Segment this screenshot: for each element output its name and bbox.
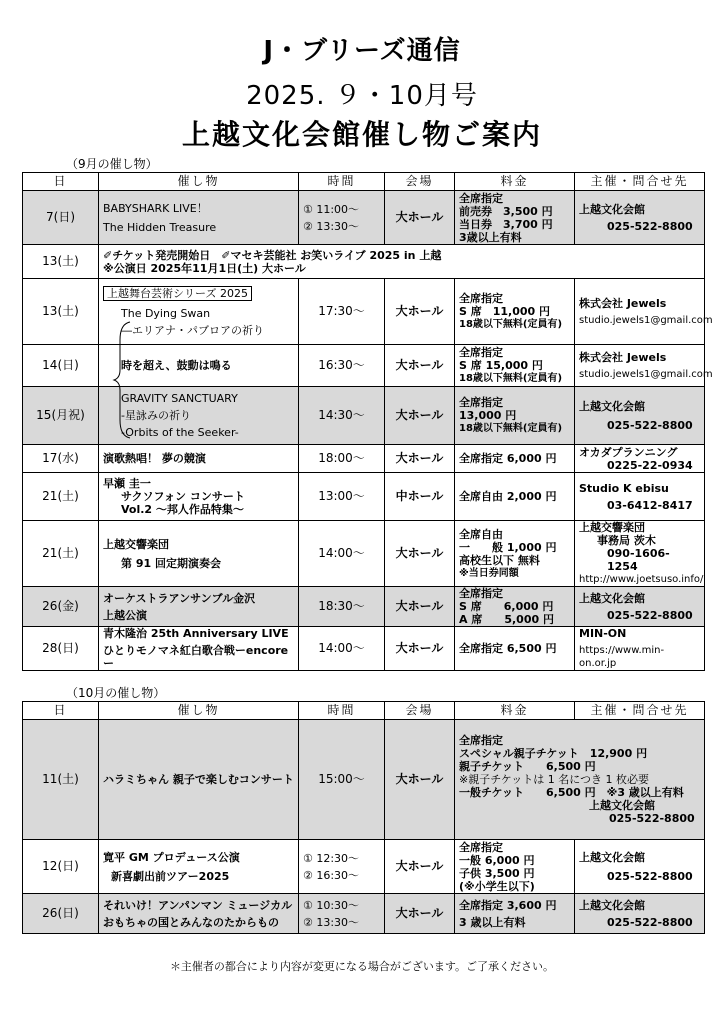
org-line: studio.jewels1@gmail.com: [579, 314, 713, 326]
price-line: 全席指定: [459, 191, 503, 205]
event-line: それいけ！アンパンマン ミュージカル: [103, 898, 293, 912]
table-header: [23, 702, 705, 720]
time-line: ① 12:30〜: [303, 851, 360, 865]
org-url[interactable]: http://www.joetsuso.info/: [579, 574, 704, 585]
price-cell: [455, 720, 705, 840]
event-line: 上越交響楽団: [103, 537, 169, 551]
org-line: 025-522-8800: [607, 915, 693, 929]
event-line: 新喜劇出前ツアー2025: [111, 869, 230, 883]
col-event: 催し物: [99, 702, 299, 720]
page-title: 上越文化会館催し物ご案内: [181, 118, 542, 151]
venue-cell: 大ホール: [385, 627, 455, 671]
venue-cell: 大ホール: [385, 840, 455, 894]
price-line: 3 歳以上有料: [459, 915, 526, 929]
issue-label: 2025. ９・10月号: [246, 81, 478, 111]
org-line: 上越文化会館: [579, 202, 645, 216]
price-line: 3歳以上有料: [459, 230, 522, 244]
price-line: 前売券 3,500 円: [459, 204, 553, 218]
venue-cell: 大ホール: [385, 345, 455, 387]
time-cell: [299, 840, 385, 894]
price-line: S 席 6,000 円: [459, 600, 554, 613]
series-title-box: 上越舞台芸術シリーズ 2025: [103, 286, 252, 301]
date-cell: 15(月祝): [23, 387, 99, 445]
org-line: 025-522-8800: [609, 812, 695, 825]
table-row: [23, 894, 705, 934]
event-cell: [99, 191, 299, 245]
time-cell: 14:00〜: [299, 627, 385, 671]
event-line: GRAVITY SANCTUARY: [121, 392, 238, 405]
price-line: 全席指定 6,000 円: [459, 452, 557, 465]
event-cell: [99, 720, 299, 840]
event-line: The Hidden Treasure: [103, 220, 217, 234]
date-cell: 26(日): [23, 894, 99, 934]
table-row: [23, 445, 705, 473]
col-venue: 会場: [385, 702, 455, 720]
event-cell: [99, 473, 299, 521]
org-line: 025-522-8800: [607, 608, 693, 622]
date-cell: 21(土): [23, 473, 99, 521]
event-cell: [99, 627, 299, 671]
org-line: オカダプランニング: [579, 445, 678, 459]
price-line: S 席 11,000 円: [459, 305, 551, 318]
date-cell: 17(水): [23, 445, 99, 473]
event-line: The Dying Swan: [121, 307, 211, 320]
price-line: 全席自由: [459, 527, 503, 541]
event-line: -Orbits of the Seeker-: [121, 426, 239, 439]
org-line: Studio K ebisu: [579, 481, 669, 495]
price-cell: [455, 345, 575, 387]
event-line: 上越公演: [103, 608, 147, 622]
date-cell: 13(土): [23, 279, 99, 345]
event-line: ―エリアナ・パブロアの祈り: [121, 324, 264, 337]
notice-line: ※公演日 2025年11月1日(土) 大ホール: [103, 261, 306, 275]
price-cell: [455, 191, 575, 245]
organizer-cell: [575, 279, 713, 345]
time-cell: [299, 191, 385, 245]
notice-line: ✐チケット発売開始日 ✐マセキ芸能社 お笑いライブ 2025 in 上越: [103, 248, 442, 262]
org-line: 025-522-8800: [607, 418, 693, 432]
org-line: 株式会社 Jewels: [579, 296, 667, 310]
venue-cell: 大ホール: [385, 894, 455, 934]
event-line: オーケストラアンサンブル金沢: [103, 591, 256, 605]
event-line: おもちゃの国とみんなのたからもの: [103, 915, 279, 929]
event-line: サクソフォン コンサート: [121, 490, 245, 503]
col-organizer: 主催・問合せ先: [575, 173, 705, 191]
table-row: [23, 720, 705, 840]
event-cell: [99, 445, 299, 473]
venue-cell: 大ホール: [385, 521, 455, 587]
col-price: 料金: [455, 702, 575, 720]
event-line: Vol.2 〜邦人作品特集〜: [121, 503, 244, 516]
price-line: 全席指定: [459, 292, 503, 305]
col-event: 催し物: [99, 173, 299, 191]
org-line: 025-522-8800: [607, 869, 693, 883]
price-line: A 席 5,000 円: [459, 613, 554, 626]
organizer-cell: [575, 894, 705, 934]
organizer-cell: [575, 445, 705, 473]
date-cell: 26(金): [23, 587, 99, 627]
table-header: [23, 173, 705, 191]
event-line: 早瀬 圭一: [103, 477, 151, 490]
event-cell: [99, 840, 299, 894]
price-cell: [455, 445, 575, 473]
price-line: 18歳以下無料(定員有): [459, 423, 563, 434]
price-line: 13,000 円: [459, 409, 517, 422]
time-line: ② 13:30〜: [303, 915, 360, 929]
price-line: 全席指定: [459, 840, 503, 854]
price-cell: [455, 387, 575, 445]
table-row: [23, 245, 705, 279]
org-line: 事務局 茨木: [597, 534, 656, 547]
organizer-cell: [575, 345, 713, 387]
org-url[interactable]: https://www.min-on.or.jp: [579, 645, 665, 669]
price-line: 高校生以下 無料: [459, 553, 540, 567]
venue-cell: 大ホール: [385, 587, 455, 627]
col-time: 時間: [299, 173, 385, 191]
price-cell: [455, 279, 575, 345]
time-line: ① 10:30〜: [303, 898, 360, 912]
price-cell: [455, 473, 575, 521]
organizer-cell: [575, 473, 705, 521]
col-venue: 会場: [385, 173, 455, 191]
time-cell: 17:30〜: [299, 279, 385, 345]
col-price: 料金: [455, 173, 575, 191]
table-row: [23, 587, 705, 627]
price-line: 全席指定: [459, 346, 503, 359]
org-line: 0225-22-0934: [607, 458, 693, 472]
event-line: ハラミちゃん 親子で楽しむコンサート: [103, 773, 294, 786]
price-line: S 席 15,000 円: [459, 359, 543, 372]
price-line: 18歳以下無料(定員有): [459, 319, 563, 330]
price-line: 当日券 3,700 円: [459, 217, 553, 231]
price-cell: [455, 627, 575, 671]
price-line: 全席指定 3,600 円: [459, 898, 557, 912]
organizer-cell: [575, 587, 705, 627]
time-cell: 18:00〜: [299, 445, 385, 473]
org-line: 上越文化会館: [579, 399, 645, 413]
organizer-cell: [575, 840, 705, 894]
price-line: 一 般 1,000 円: [459, 540, 557, 554]
price-cell: [455, 521, 575, 587]
event-line: BABYSHARK LIVE！: [103, 201, 208, 215]
price-line: 一般チケット 6,500 円 ※3 歳以上有料: [459, 786, 684, 799]
event-line: 第 91 回定期演奏会: [121, 556, 221, 570]
org-line: 090-1606-1254: [607, 547, 670, 573]
event-line: 時を超え、鼓動は鳴る: [121, 359, 232, 372]
price-line: スペシャル親子チケット 12,900 円: [459, 747, 648, 760]
price-cell: [455, 894, 575, 934]
event-cell: [99, 894, 299, 934]
event-line: ひとりモノマネ紅白歌合戦ーencoreー: [103, 644, 289, 670]
venue-cell: 大ホール: [385, 387, 455, 445]
organizer-cell: [575, 521, 705, 587]
venue-cell: 中ホール: [385, 473, 455, 521]
organizer-cell: [575, 387, 705, 445]
organizer-cell: [575, 627, 705, 671]
date-cell: 28(日): [23, 627, 99, 671]
time-cell: 15:00〜: [299, 720, 385, 840]
org-line: 上越文化会館: [579, 898, 645, 912]
col-organizer: 主催・問合せ先: [575, 702, 705, 720]
price-line: 全席指定 6,500 円: [459, 642, 557, 655]
venue-cell: 大ホール: [385, 279, 455, 345]
price-cell: [455, 587, 575, 627]
table-row: [23, 191, 705, 245]
price-line: 親子チケット 6,500 円: [459, 760, 596, 773]
notice-cell: [99, 245, 705, 279]
col-date: 日: [23, 173, 99, 191]
oct-table: [22, 701, 705, 934]
time-cell: [299, 894, 385, 934]
price-line: (※小学生以下): [459, 879, 535, 893]
org-line: 03-6412-8417: [607, 498, 693, 512]
event-line: 演歌熱唱！ 夢の競演: [103, 452, 206, 465]
table-row: [23, 521, 705, 587]
price-line: ※親子チケットは 1 名につき 1 枚必要: [459, 773, 649, 786]
time-cell: 14:30〜: [299, 387, 385, 445]
time-cell: 14:00〜: [299, 521, 385, 587]
event-line: -星詠みの祈り: [121, 409, 191, 422]
time-line: ① 11:00〜: [303, 202, 360, 216]
event-cell: [99, 587, 299, 627]
venue-cell: 大ホール: [385, 445, 455, 473]
venue-cell: 大ホール: [385, 191, 455, 245]
price-line: 全席指定: [459, 734, 503, 747]
oct-section-label: （10月の催し物）: [66, 686, 166, 700]
price-line: 子供 3,500 円: [459, 866, 535, 880]
date-cell: 7(日): [23, 191, 99, 245]
org-line: MIN-ON: [579, 627, 627, 640]
price-line: 18歳以下無料(定員有): [459, 373, 563, 384]
price-line: ※当日券同額: [459, 567, 519, 579]
time-cell: 18:30〜: [299, 587, 385, 627]
table-row: [23, 840, 705, 894]
newsletter-title: J・ブリーズ通信: [263, 36, 461, 66]
date-cell: 21(土): [23, 521, 99, 587]
org-line: 025-522-8800: [607, 219, 693, 233]
bracket-decoration: [112, 320, 132, 440]
time-cell: 16:30〜: [299, 345, 385, 387]
event-cell: [99, 521, 299, 587]
price-cell: [455, 840, 575, 894]
event-line: 寛平 GM プロデュース公演: [103, 850, 240, 864]
price-line: 一般 6,000 円: [459, 853, 535, 867]
sept-section-label: （9月の催し物）: [66, 157, 158, 171]
org-line: 上越文化会館: [579, 850, 645, 864]
date-cell: 11(土): [23, 720, 99, 840]
organizer-cell: [575, 191, 705, 245]
org-line: 上越文化会館: [579, 591, 645, 605]
col-time: 時間: [299, 702, 385, 720]
footer-note: ＊主催者の都合により内容が変更になる場合がございます。ご了承ください。: [169, 960, 555, 973]
org-line: studio.jewels1@gmail.com: [579, 368, 713, 380]
time-line: ② 13:30〜: [303, 219, 360, 233]
date-cell: 13(土): [23, 245, 99, 279]
table-row: [23, 627, 705, 671]
price-line: 全席自由 2,000 円: [459, 490, 557, 503]
event-line: 青木隆治 25th Anniversary LIVE: [103, 627, 289, 640]
org-line: 株式会社 Jewels: [579, 350, 667, 364]
venue-cell: 大ホール: [385, 720, 455, 840]
time-cell: 13:00〜: [299, 473, 385, 521]
price-line: 全席指定: [459, 396, 503, 409]
org-line: 上越交響楽団: [579, 521, 645, 534]
org-line: 上越文化会館: [589, 799, 655, 812]
time-line: ② 16:30〜: [303, 868, 360, 882]
col-date: 日: [23, 702, 99, 720]
price-line: 全席指定: [459, 587, 503, 600]
date-cell: 12(日): [23, 840, 99, 894]
date-cell: 14(日): [23, 345, 99, 387]
table-row: [23, 473, 705, 521]
